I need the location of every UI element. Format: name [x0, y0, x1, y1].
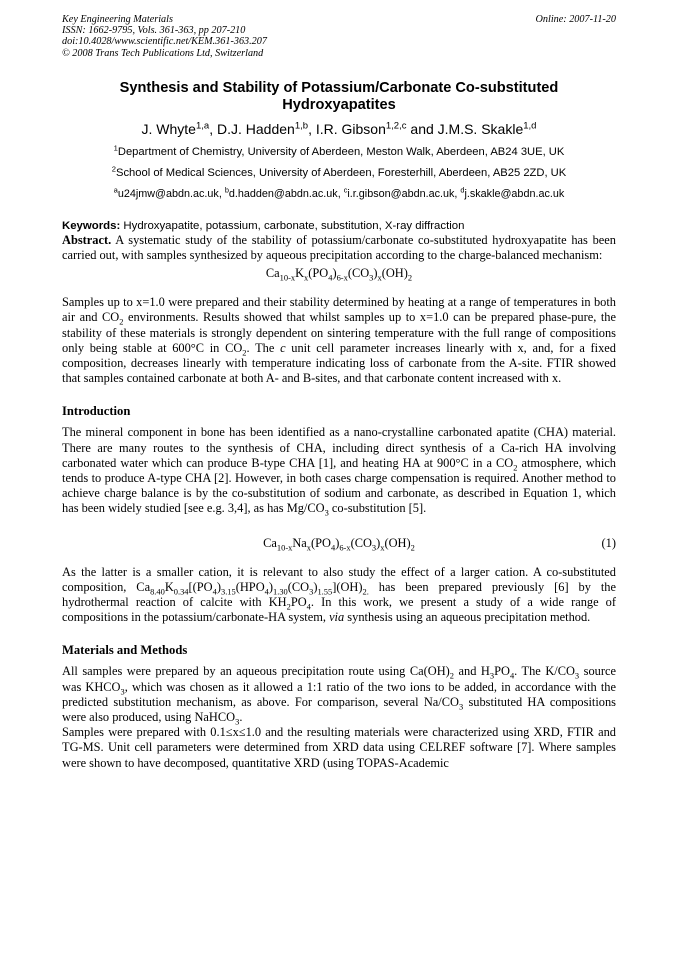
equation-1: $Ca_{10-x}Na_x(PO_4)_{6-x}(CO_3)_x(OH)_2$ (1) [263, 535, 616, 553]
methods-heading: Materials and Methods [62, 643, 188, 658]
author-list [62, 120, 616, 138]
introduction-heading: Introduction [62, 404, 131, 419]
keywords [62, 219, 616, 233]
author: J. Whyte$^{1,a}$, [141, 120, 217, 137]
online-date: Online: 2007-11-20 [535, 14, 616, 25]
email-link[interactable]: j.skakle@abdn.ac.uk [464, 187, 565, 200]
methods-paragraph-2: Samples were prepared with 0.1≤x≤1.0 and the resulting materials were characterized using XRD, FTIR and TG-MS. Unit cell parameters were determined from XRD data using CELREF software [7]. Where samples were shown to have decomposed, quantitative XRD (using TOPAS-Academic [62, 725, 616, 770]
affiliation-2: $^2$School of Medical Sciences, University of Aberdeen, Foresterhill, Aberdeen, AB25 2ZD, UK [111, 164, 567, 179]
author: D.J. Hadden$^{1,b}$, [217, 120, 316, 137]
author-emails: $^a$u24jmw@abdn.ac.uk, $^b$d.hadden@abdn.ac.uk, $^c$i.r.gibson@abdn.ac.uk, $^d$j.skakle@abdn.ac.uk [113, 185, 565, 200]
journal-issn: ISSN: 1662-9795, Vols. 361-363, pp 207-210 [62, 25, 246, 37]
paper-title [62, 80, 616, 114]
methods-paragraph-1: All samples were prepared by an aqueous precipitation route using $Ca(OH)_2$ and $H_3PO_4$. The $K/CO_3$ source was $KHCO_3$, which was chosen as it allowed a 1:1 ratio of the two ions to be added, in accordance with the predicted substitution mechanism, as above. For comparison, several $Na/CO_3$ substituted HA compositions were also produced, using NaHCO$_3$. [62, 664, 616, 727]
introduction-paragraph-1: The mineral component in bone has been identified as a nano-crystalline carbonated apatite (CHA) material. There are many routes to the synthesis of CHA, including direct synthesis of a Ca-rich HA involving carbonated water which can produce B-type CHA [1], and heating HA at 900°C in a $CO_2$ atmosphere, which tends to produce A-type CHA [2]. However, in both cases charge compensation is required. Another method to achieve charge balance is by the co-substitution of sodium and carbonate, as described in Equation 1, which has been widely studied [see e.g. 3,4], as has $Mg/CO_3$ co-substitution [5]. [62, 425, 616, 518]
abstract-paragraph-1: Abstract. A systematic study of the stability of potassium/carbonate co-substituted hydroxyapatite has been carried out, with samples synthesized by aqueous precipitation according to the charge-balanced mechanism: [62, 232, 616, 263]
abstract-formula: $Ca_{10-x}K_x(PO_4)_{6-x}(CO_3)_x(OH)_2$ [265, 266, 413, 283]
email-link[interactable]: i.r.gibson@abdn.ac.uk [347, 187, 455, 200]
author: J.M.S. Skakle$^{1,d}$ [437, 120, 537, 137]
journal-copyright: © 2008 Trans Tech Publications Ltd, Switzerland [62, 47, 264, 59]
introduction-paragraph-2: As the latter is a smaller cation, it is relevant to also study the effect of a larger cation. A co-substituted composition, $Ca_{8.40}K_{0.34}[(PO_4)_{3.15}(HPO_4)_{1.30}(CO_3)_{1.55}](OH)_{2.}$ has been prepared previously [6] by the hydrothermal reaction of calcite with $KH_2PO_4$. In this work, we present a study of a wide range of compositions in the potassium/carbonate-HA system, via synthesis using an aqueous precipitation method. [62, 564, 616, 625]
equation-number: (1) [601, 535, 616, 550]
abstract-paragraph-2: Samples up to x=1.0 were prepared and their stability determined by heating at a range of temperatures in both air and $CO_2$ environments. Results showed that whilst samples up to x=1.0 can be prepared phase-pure, the stability of these materials is strongly dependent on sintering temperature with the full range of compositions only being stable at 600°C in $CO_2$. The c unit cell parameter increases linearly with x, and, for a fixed composition, decreases linearly with temperature indicating loss of carbonate from the A-site. FTIR showed that samples contained carbonate at both A- and B-sites, and that carbonate content increased with x. [62, 295, 617, 386]
email-link[interactable]: u24jmw@abdn.ac.uk [117, 187, 219, 200]
email-link[interactable]: d.hadden@abdn.ac.uk [228, 187, 338, 200]
journal-doi: doi:10.4028/www.scientific.net/KEM.361-363.207 [62, 36, 267, 48]
title-line-2: Hydroxyapatites [282, 96, 396, 113]
journal-header [62, 14, 616, 59]
abstract-label: Abstract. [62, 232, 112, 247]
journal-name: Key Engineering Materials [62, 14, 173, 25]
author: I.R. Gibson$^{1,2,c}$ and [315, 120, 438, 137]
affiliation-1: $^1$Department of Chemistry, University of Aberdeen, Meston Walk, Aberdeen, AB24 3UE, UK [113, 143, 565, 158]
title-line-1: Synthesis and Stability of Potassium/Carbonate Co-substituted [119, 79, 559, 96]
keywords-text: Hydroxyapatite, potassium, carbonate, substitution, X-ray diffraction [123, 219, 465, 232]
keywords-label: Keywords: [62, 219, 121, 232]
